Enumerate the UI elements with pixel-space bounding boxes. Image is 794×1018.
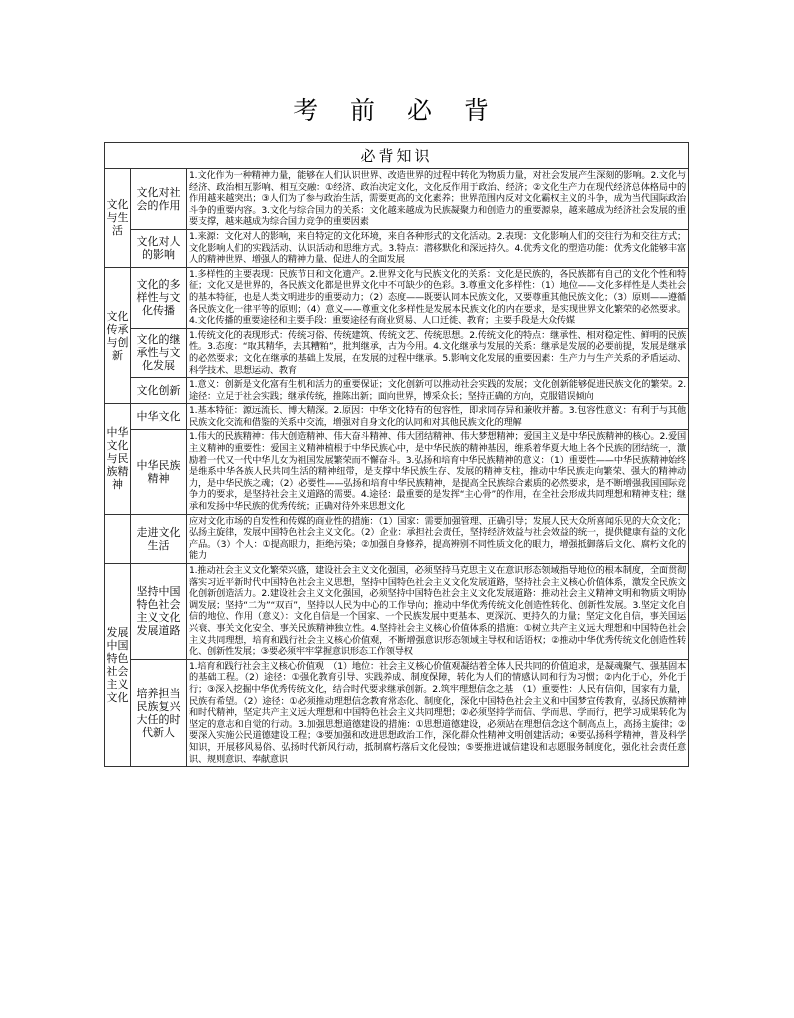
content-new-generation: 1.培育和践行社会主义核心价值观 （1）地位：社会主义核心价值观凝结着全体人民共同的价值追求，是凝魂聚气、强基固本的基础工程。（2）途径：①强化教育引导、实践养成、制度保障，转化为人们的情感认同和行为习惯；②内化于心，外化于行；③深入挖掘中华优秀传统文化，结合时代要求继承创新。2.筑牢理想信念之基 （1）重要性：人民有信仰，国家有力量，民族有希望。（2）途径：①必须推动理想信念教育常态化、制度化，深化中国特色社会主义和中国梦宣传教育，弘扬民族精神和时代精神，坚定共产主义远大理想和中国特色社会主义共同理想；②必须坚持学而信、学而思、学而行，把学习成果转化为坚定的意志和自觉的行动。3.加强思想道德建设的措施：①思想道德建设，必须站在理想信念这个制高点上，高扬主旋律；②要深入实施公民道德建设工程；③要加强和改进思想政治工作，深化群众性精神文明创建活动；④要弘扬科学精神，普及科学知识，开展移风易俗、弘扬时代新风行动，抵制腐朽落后文化侵蚀；⑤要推进诚信建设和志愿服务制度化，强化社会责任意识、规则意识、奉献意识 [187, 659, 689, 766]
content-culture-people: 1.来源：文化对人的影响，来自特定的文化环境，来自各种形式的文化活动。2.表现：文化影响人们的交往行为和交往方式；文化影响人们的实践活动、认识活动和思维方式。3.特点：潜移默化和深远持久。4.优秀文化的塑造功能：优秀文化能够丰富人的精神世界、增强人的精神力量、促进人的全面发展 [187, 229, 689, 267]
table-row [105, 514, 689, 563]
topic-inheritance-development: 文化的继承性与文化发展 [131, 328, 187, 377]
content-diversity-spread: 1.多样性的主要表现：民族节日和文化遗产。2.世界文化与民族文化的关系：文化是民族的，各民族都有自己的文化个性和特征；文化又是世界的，各民族文化都是世界文化中不可缺少的色彩。3.尊重文化多样性：（1）地位——文化多样性是人类社会的基本特征，也是人类文明进步的重要动力；（2）态度——既要认同本民族文化，又要尊重其他民族文化；（3）原则——遵循各民族文化一律平等的原则；（4）意义——尊重文化多样性是发展本民族文化的内在要求，是实现世界文化繁荣的必然要求。4.文化传播的重要途径和主要手段：重要途径有商业贸易、人口迁徙、教育；主要手段是大众传媒 [187, 267, 689, 328]
table-row [105, 328, 689, 377]
topic-diversity-spread: 文化的多样性与文化传播 [131, 267, 187, 328]
table-row [105, 169, 689, 230]
topic-innovation: 文化创新 [131, 378, 187, 404]
content-inheritance-development: 1.传统文化的表现形式：传统习俗、传统建筑、传统文艺、传统思想。2.传统文化的特点：继承性、相对稳定性、鲜明的民族性。3.态度：“取其精华，去其糟粕”，批判继承，古为今用。4.文化继承与发展的关系：继承是发展的必要前提，发展是继承的必然要求；文化在继承的基础上发展，在发展的过程中继承。5.影响文化发展的重要因素：生产力与生产关系的矛盾运动、科学技术、思想运动、教育 [187, 328, 689, 377]
topic-cultural-life: 走进文化生活 [131, 514, 187, 563]
content-chinese-culture: 1.基本特征：源远流长、博大精深。2.原因：中华文化特有的包容性，即求同存异和兼收并蓄。3.包容性意义：有利于与其他民族文化交流和借鉴的关系中交流，增强对自身文化的认同和对其他民族文化的理解 [187, 404, 689, 430]
table-row [105, 659, 689, 766]
content-cultural-path: 1.推动社会主义文化繁荣兴盛，建设社会主义文化强国，必须坚持马克思主义在意识形态领域指导地位的根本制度，全面贯彻落实习近平新时代中国特色社会主义思想，坚持中国特色社会主义文化发展道路，坚持社会主义核心价值体系，激发全民族文化创新创造活力。2.建设社会主义文化强国，必须坚持中国特色社会主义文化发展道路：推动社会主义精神文明和物质文明协调发展；坚持“二为”“双百”，坚持以人民为中心的工作导向；推动中华优秀传统文化创造性转化、创新性发展。3.坚定文化自信的地位、作用（意义）：文化自信是一个国家、一个民族发展中更基本、更深沉、更持久的力量；坚定文化自信，事关国运兴衰、事关文化安全、事关民族精神独立性。4.坚持社会主义核心价值体系的措施：①树立共产主义远大理想和中国特色社会主义共同理想，培育和践行社会主义核心价值观，不断增强意识形态领域主导权和话语权；②推动中华优秀传统文化创造性转化、创新性发展；③要必须牢牢掌握意识形态工作领导权 [187, 564, 689, 660]
topic-chinese-culture: 中华文化 [131, 404, 187, 430]
table-row [105, 378, 689, 404]
table-row [105, 564, 689, 660]
topic-national-spirit: 中华民族精神 [131, 430, 187, 514]
table-row [105, 430, 689, 514]
category-inheritance-innovation: 文化传承与创新 [105, 267, 131, 404]
content-culture-society: 1.文化作为一种精神力量，能够在人们认识世界、改造世界的过程中转化为物质力量，对社会发展产生深刻的影响。2.文化与经济、政治相互影响、相互交融：①经济、政治决定文化，文化反作用于政治、经济；②文化生产力在现代经济总体格局中的作用越来越突出；③人们为了参与政治生活，需要更高的文化素养；世界范围内反对文化霸权主义的斗争，成为当代国际政治斗争的重要内容。3.文化与综合国力的关系：文化越来越成为民族凝聚力和创造力的重要源泉，越来越成为经济社会发展的重要支撑，越来越成为综合国力竞争的重要因素 [187, 169, 689, 230]
topic-new-generation: 培养担当民族复兴大任的时代新人 [131, 659, 187, 766]
table-row [105, 404, 689, 430]
topic-culture-people: 文化对人的影响 [131, 229, 187, 267]
content-cultural-life: 应对文化市场的自发性和传媒的商业性的措施：（1）国家：需要加强管理、正确引导；发展人民大众所喜闻乐见的大众文化；弘扬主旋律，发展中国特色社会主义文化。（2）企业：承担社会责任，坚持经济效益与社会效益的统一，提供健康有益的文化产品。（3）个人：①提高眼力，拒绝污染；②加强自身修养，提高辨别不同性质文化的眼力，增强抵御落后文化、腐朽文化的能力 [187, 514, 689, 563]
knowledge-table [104, 142, 689, 767]
category-blank [105, 514, 131, 563]
table-row [105, 267, 689, 328]
category-chinese-culture-spirit: 中华文化与民族精神 [105, 404, 131, 514]
category-culture-life: 文化与生活 [105, 169, 131, 268]
page-title: 考 前 必 背 [293, 96, 501, 125]
topic-cultural-path: 坚持中国特色社会主义文化发展道路 [131, 564, 187, 660]
content-national-spirit: 1.伟大的民族精神：伟大创造精神、伟大奋斗精神、伟大团结精神、伟大梦想精神；爱国主义是中华民族精神的核心。2.爱国主义精神的重要性：爱国主义精神植根于中华民族心中，是中华民族的精神基因，维系着华夏大地上各个民族的团结统一，激励着一代又一代中华儿女为祖国发展繁荣而不懈奋斗。3.弘扬和培育中华民族精神的意义：（1）重要性——中华民族精神始终是维系中华各族人民共同生活的精神纽带，是支撑中华民族生存、发展的精神支柱，推动中华民族走向繁荣、强大的精神动力，是中华民族之魂；（2）必要性——弘扬和培育中华民族精神，是提高全民族综合素质的必然要求，是不断增强我国国际竞争力的要求，是坚持社会主义道路的需要。4.途径：最重要的是发挥“主心骨”的作用，在全社会形成共同理想和精神支柱；继承和发扬中华民族的优秀传统；正确对待外来思想文化 [187, 430, 689, 514]
table-row [105, 229, 689, 267]
content-innovation: 1.意义：创新是文化富有生机和活力的重要保证；文化创新可以推动社会实践的发展；文化创新能够促进民族文化的繁荣。2.途径：立足于社会实践；继承传统，推陈出新；面向世界，博采众长；坚持正确的方向，克服错误倾向 [187, 378, 689, 404]
table-header: 必背知识 [105, 143, 689, 169]
topic-culture-society: 文化对社会的作用 [131, 169, 187, 230]
category-socialist-culture: 发展中国特色社会主义文化 [105, 564, 131, 767]
